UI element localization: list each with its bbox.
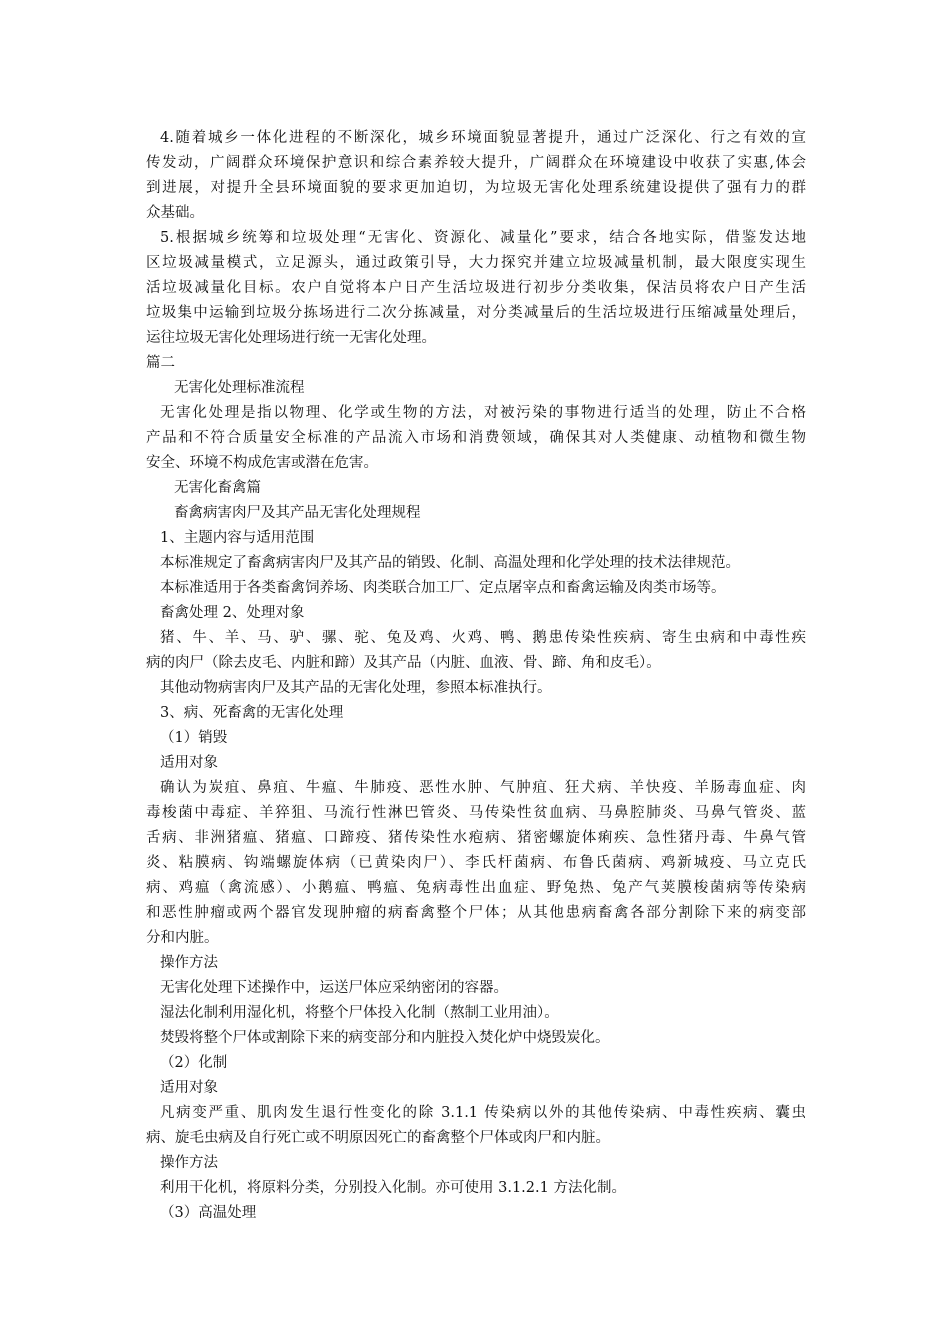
text-line: 运往垃圾无害化处理场进行统一无害化处理。 — [146, 330, 436, 346]
text-line: 确认为炭疽、鼻疽、牛瘟、牛肺疫、恶性水肿、气肿疽、狂犬病、羊快疫、羊肠毒血症、肉 — [160, 780, 806, 796]
text-line: 无害化处理是指以物理、化学或生物的方法，对被污染的事物进行适当的处理，防止不合格 — [160, 405, 806, 421]
text-line: 传发动，广阔群众环境保护意识和综合素养较大提升，广阔群众在环境建设中收获了实惠,体会 — [146, 155, 806, 171]
text-line: 利用干化机，将原料分类，分别投入化制。亦可使用 3.1.2.1 方法化制。 — [160, 1180, 626, 1196]
text-line: 无害化处理标准流程 — [174, 380, 305, 396]
text-line: 本标准适用于各类畜禽饲养场、肉类联合加工厂、定点屠宰点和畜禽运输及肉类市场等。 — [160, 580, 726, 596]
text-line: 到进展，对提升全县环境面貌的要求更加迫切，为垃圾无害化处理系统建设提供了强有力的群 — [146, 180, 806, 196]
text-line: 无害化处理下述操作中，运送尸体应采纳密闭的容器。 — [160, 980, 508, 996]
text-line: 病、鸡瘟（禽流感）、小鹅瘟、鸭瘟、兔病毒性出血症、野兔热、兔产气荚膜梭菌病等传染病 — [146, 880, 806, 896]
text-line: 病、旋毛虫病及自行死亡或不明原因死亡的畜禽整个尸体或肉尸和内脏。 — [146, 1130, 610, 1146]
text-line: 安全、环境不构成危害或潜在危害。 — [146, 455, 378, 471]
text-line: 畜禽病害肉尸及其产品无害化处理规程 — [174, 505, 421, 521]
text-line: 产品和不符合质量安全标准的产品流入市场和消费领域，确保其对人类健康、动植物和微生物 — [146, 430, 806, 446]
text-line: 5.根据城乡统筹和垃圾处理“无害化、资源化、减量化”要求，结合各地实际，借鉴发达地 — [160, 230, 806, 246]
text-line: 3、病、死畜禽的无害化处理 — [160, 705, 344, 721]
text-line: 众基础。 — [146, 205, 204, 221]
text-line: 毒梭菌中毒症、羊猝狙、马流行性淋巴管炎、马传染性贫血病、马鼻腔肺炎、马鼻气管炎、蓝 — [146, 805, 806, 821]
text-line: （3）高温处理 — [160, 1205, 257, 1221]
text-line: 湿法化制利用湿化机，将整个尸体投入化制（熬制工业用油）。 — [160, 1005, 559, 1021]
text-line: 适用对象 — [160, 755, 218, 771]
text-line: 本标准规定了畜禽病害肉尸及其产品的销毁、化制、高温处理和化学处理的技术法律规范。 — [160, 555, 740, 571]
document-body — [146, 126, 806, 1226]
text-line: 篇二 — [146, 355, 175, 371]
text-line: 操作方法 — [160, 1155, 218, 1171]
text-line: 焚毁将整个尸体或割除下来的病变部分和内脏投入焚化炉中烧毁炭化。 — [160, 1030, 610, 1046]
text-line: 操作方法 — [160, 955, 218, 971]
text-line: 其他动物病害肉尸及其产品的无害化处理，参照本标准执行。 — [160, 680, 552, 696]
text-line: 1、主题内容与适用范围 — [160, 530, 315, 546]
text-line: （2）化制 — [160, 1055, 228, 1071]
text-line: 凡病变严重、肌肉发生退行性变化的除 3.1.1 传染病以外的其他传染病、中毒性疾病、囊虫 — [160, 1105, 806, 1121]
text-line: 无害化畜禽篇 — [174, 480, 261, 496]
text-line: 分和内脏。 — [146, 930, 219, 946]
text-line: 垃圾集中运输到垃圾分拣场进行二次分拣减量，对分类减量后的生活垃圾进行压缩减量处理后， — [146, 305, 806, 321]
text-line: 4.随着城乡一体化进程的不断深化，城乡环境面貌显著提升，通过广泛深化、行之有效的宣 — [160, 130, 806, 146]
text-line: （1）销毁 — [160, 730, 228, 746]
text-line: 舌病、非洲猪瘟、猪瘟、口蹄疫、猪传染性水疱病、猪密螺旋体痢疾、急性猪丹毒、牛鼻气管 — [146, 830, 806, 846]
text-line: 猪、牛、羊、马、驴、骡、驼、兔及鸡、火鸡、鸭、鹅患传染性疾病、寄生虫病和中毒性疾 — [160, 630, 806, 646]
text-line: 活垃圾减量化目标。农户自觉将本户日产生活垃圾进行初步分类收集，保洁员将农户日产生活 — [146, 280, 806, 296]
text-line: 区垃圾减量模式，立足源头，通过政策引导，大力探究并建立垃圾减量机制，最大限度实现生 — [146, 255, 806, 271]
text-line: 炎、粘膜病、钩端螺旋体病（已黄染肉尸）、李氏杆菌病、布鲁氏菌病、鸡新城疫、马立克氏 — [146, 855, 806, 871]
text-line: 病的肉尸（除去皮毛、内脏和蹄）及其产品（内脏、血液、骨、蹄、角和皮毛）。 — [146, 655, 661, 671]
text-line: 和恶性肿瘤或两个器官发现肿瘤的病畜禽整个尸体；从其他患病畜禽各部分割除下来的病变部 — [146, 905, 806, 921]
text-line: 适用对象 — [160, 1080, 218, 1096]
text-line: 畜禽处理 2、处理对象 — [160, 605, 305, 621]
